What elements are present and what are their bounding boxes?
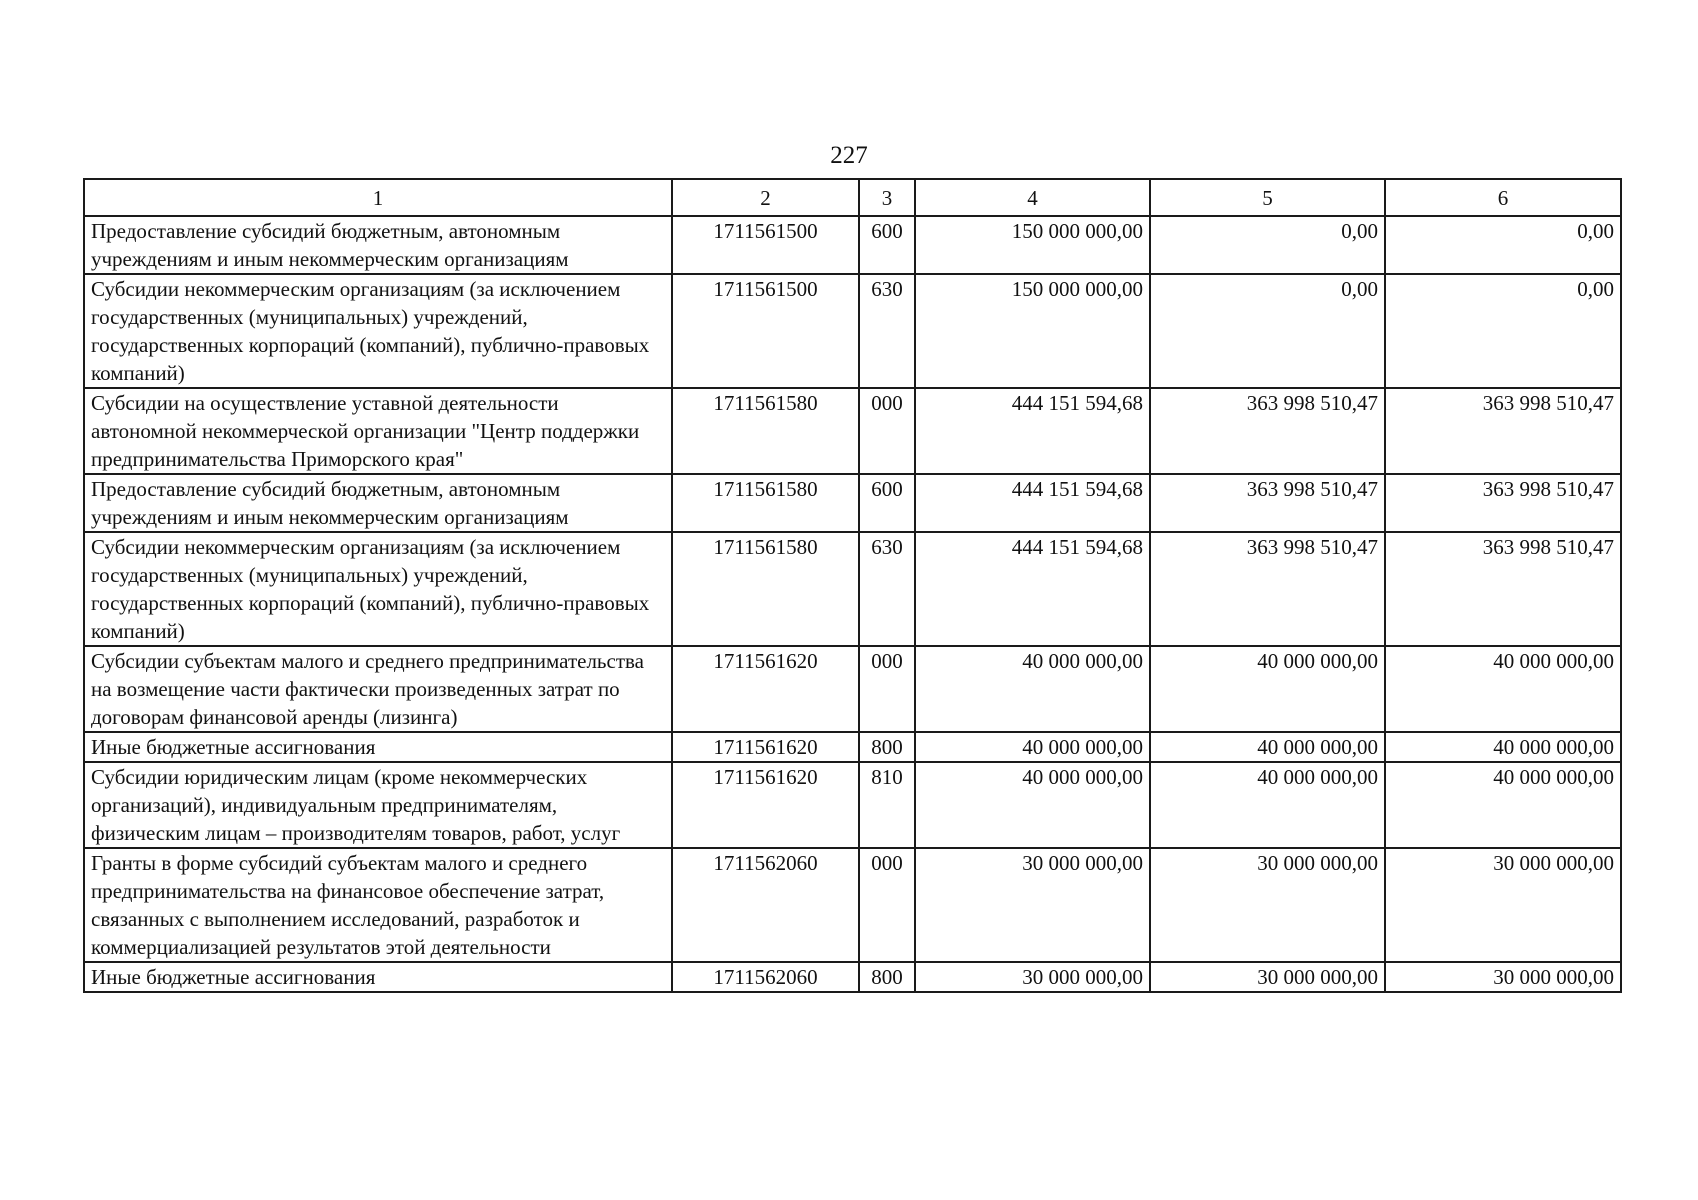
- header-col-3: 3: [859, 179, 915, 216]
- row-code: 1711562060: [672, 962, 859, 992]
- table-row: [84, 388, 1621, 474]
- row-type: 800: [859, 732, 915, 762]
- row-type: 600: [859, 216, 915, 274]
- row-type: 800: [859, 962, 915, 992]
- row-value-4: 444 151 594,68: [915, 532, 1150, 646]
- row-value-5: 30 000 000,00: [1150, 962, 1385, 992]
- row-value-6: 40 000 000,00: [1385, 732, 1621, 762]
- budget-table: [83, 178, 1622, 993]
- row-value-6: 363 998 510,47: [1385, 474, 1621, 532]
- row-value-4: 150 000 000,00: [915, 216, 1150, 274]
- row-value-5: 40 000 000,00: [1150, 762, 1385, 848]
- row-name: Гранты в форме субсидий субъектам малого и среднего предпринимательства на финансовое обеспечение затрат, связанных с выполнением исследований, разработок и коммерциализацией результатов этой деятельности: [84, 848, 672, 962]
- table-row: [84, 274, 1621, 388]
- page-number: 227: [830, 142, 868, 169]
- row-code: 1711562060: [672, 848, 859, 962]
- header-col-4: 4: [915, 179, 1150, 216]
- table-row: [84, 762, 1621, 848]
- row-type: 000: [859, 388, 915, 474]
- row-type: 600: [859, 474, 915, 532]
- row-name: Субсидии субъектам малого и среднего предпринимательства на возмещение части фактически произведенных затрат по договорам финансовой аренды (лизинга): [84, 646, 672, 732]
- row-value-5: 363 998 510,47: [1150, 532, 1385, 646]
- row-code: 1711561620: [672, 762, 859, 848]
- row-value-6: 0,00: [1385, 216, 1621, 274]
- table-row: [84, 962, 1621, 992]
- row-name: Предоставление субсидий бюджетным, автономным учреждениям и иным некоммерческим организациям: [84, 474, 672, 532]
- table-header-row: [84, 179, 1621, 216]
- row-value-4: 30 000 000,00: [915, 962, 1150, 992]
- row-name: Предоставление субсидий бюджетным, автономным учреждениям и иным некоммерческим организациям: [84, 216, 672, 274]
- row-name: Субсидии юридическим лицам (кроме некоммерческих организаций), индивидуальным предпринимателям, физическим лицам – производителям товаров, работ, услуг: [84, 762, 672, 848]
- row-value-6: 30 000 000,00: [1385, 962, 1621, 992]
- row-code: 1711561580: [672, 388, 859, 474]
- table-row: [84, 732, 1621, 762]
- row-value-6: 40 000 000,00: [1385, 762, 1621, 848]
- row-value-4: 30 000 000,00: [915, 848, 1150, 962]
- row-value-5: 40 000 000,00: [1150, 732, 1385, 762]
- table-row: [84, 474, 1621, 532]
- row-name: Субсидии некоммерческим организациям (за исключением государственных (муниципальных) учреждений, государственных корпораций (компаний), публично-правовых компаний): [84, 532, 672, 646]
- row-code: 1711561500: [672, 274, 859, 388]
- row-value-4: 150 000 000,00: [915, 274, 1150, 388]
- row-code: 1711561580: [672, 532, 859, 646]
- row-type: 000: [859, 848, 915, 962]
- row-value-6: 40 000 000,00: [1385, 646, 1621, 732]
- row-value-5: 0,00: [1150, 216, 1385, 274]
- row-value-5: 30 000 000,00: [1150, 848, 1385, 962]
- row-value-4: 40 000 000,00: [915, 732, 1150, 762]
- header-col-5: 5: [1150, 179, 1385, 216]
- row-name: Иные бюджетные ассигнования: [84, 962, 672, 992]
- table-row: [84, 532, 1621, 646]
- header-col-1: 1: [84, 179, 672, 216]
- row-value-5: 363 998 510,47: [1150, 388, 1385, 474]
- row-value-6: 0,00: [1385, 274, 1621, 388]
- row-name: Субсидии на осуществление уставной деятельности автономной некоммерческой организации "Центр поддержки предпринимательства Приморского края": [84, 388, 672, 474]
- row-value-5: 40 000 000,00: [1150, 646, 1385, 732]
- row-value-6: 30 000 000,00: [1385, 848, 1621, 962]
- table-row: [84, 646, 1621, 732]
- row-type: 000: [859, 646, 915, 732]
- table-row: [84, 848, 1621, 962]
- row-code: 1711561500: [672, 216, 859, 274]
- header-col-2: 2: [672, 179, 859, 216]
- table-row: [84, 216, 1621, 274]
- row-value-5: 0,00: [1150, 274, 1385, 388]
- row-value-4: 444 151 594,68: [915, 474, 1150, 532]
- row-type: 810: [859, 762, 915, 848]
- header-col-6: 6: [1385, 179, 1621, 216]
- row-type: 630: [859, 532, 915, 646]
- row-code: 1711561620: [672, 732, 859, 762]
- row-code: 1711561620: [672, 646, 859, 732]
- row-value-5: 363 998 510,47: [1150, 474, 1385, 532]
- row-value-6: 363 998 510,47: [1385, 388, 1621, 474]
- row-type: 630: [859, 274, 915, 388]
- row-name: Иные бюджетные ассигнования: [84, 732, 672, 762]
- row-code: 1711561580: [672, 474, 859, 532]
- row-name: Субсидии некоммерческим организациям (за исключением государственных (муниципальных) учреждений, государственных корпораций (компаний), публично-правовых компаний): [84, 274, 672, 388]
- row-value-4: 444 151 594,68: [915, 388, 1150, 474]
- row-value-4: 40 000 000,00: [915, 762, 1150, 848]
- row-value-6: 363 998 510,47: [1385, 532, 1621, 646]
- row-value-4: 40 000 000,00: [915, 646, 1150, 732]
